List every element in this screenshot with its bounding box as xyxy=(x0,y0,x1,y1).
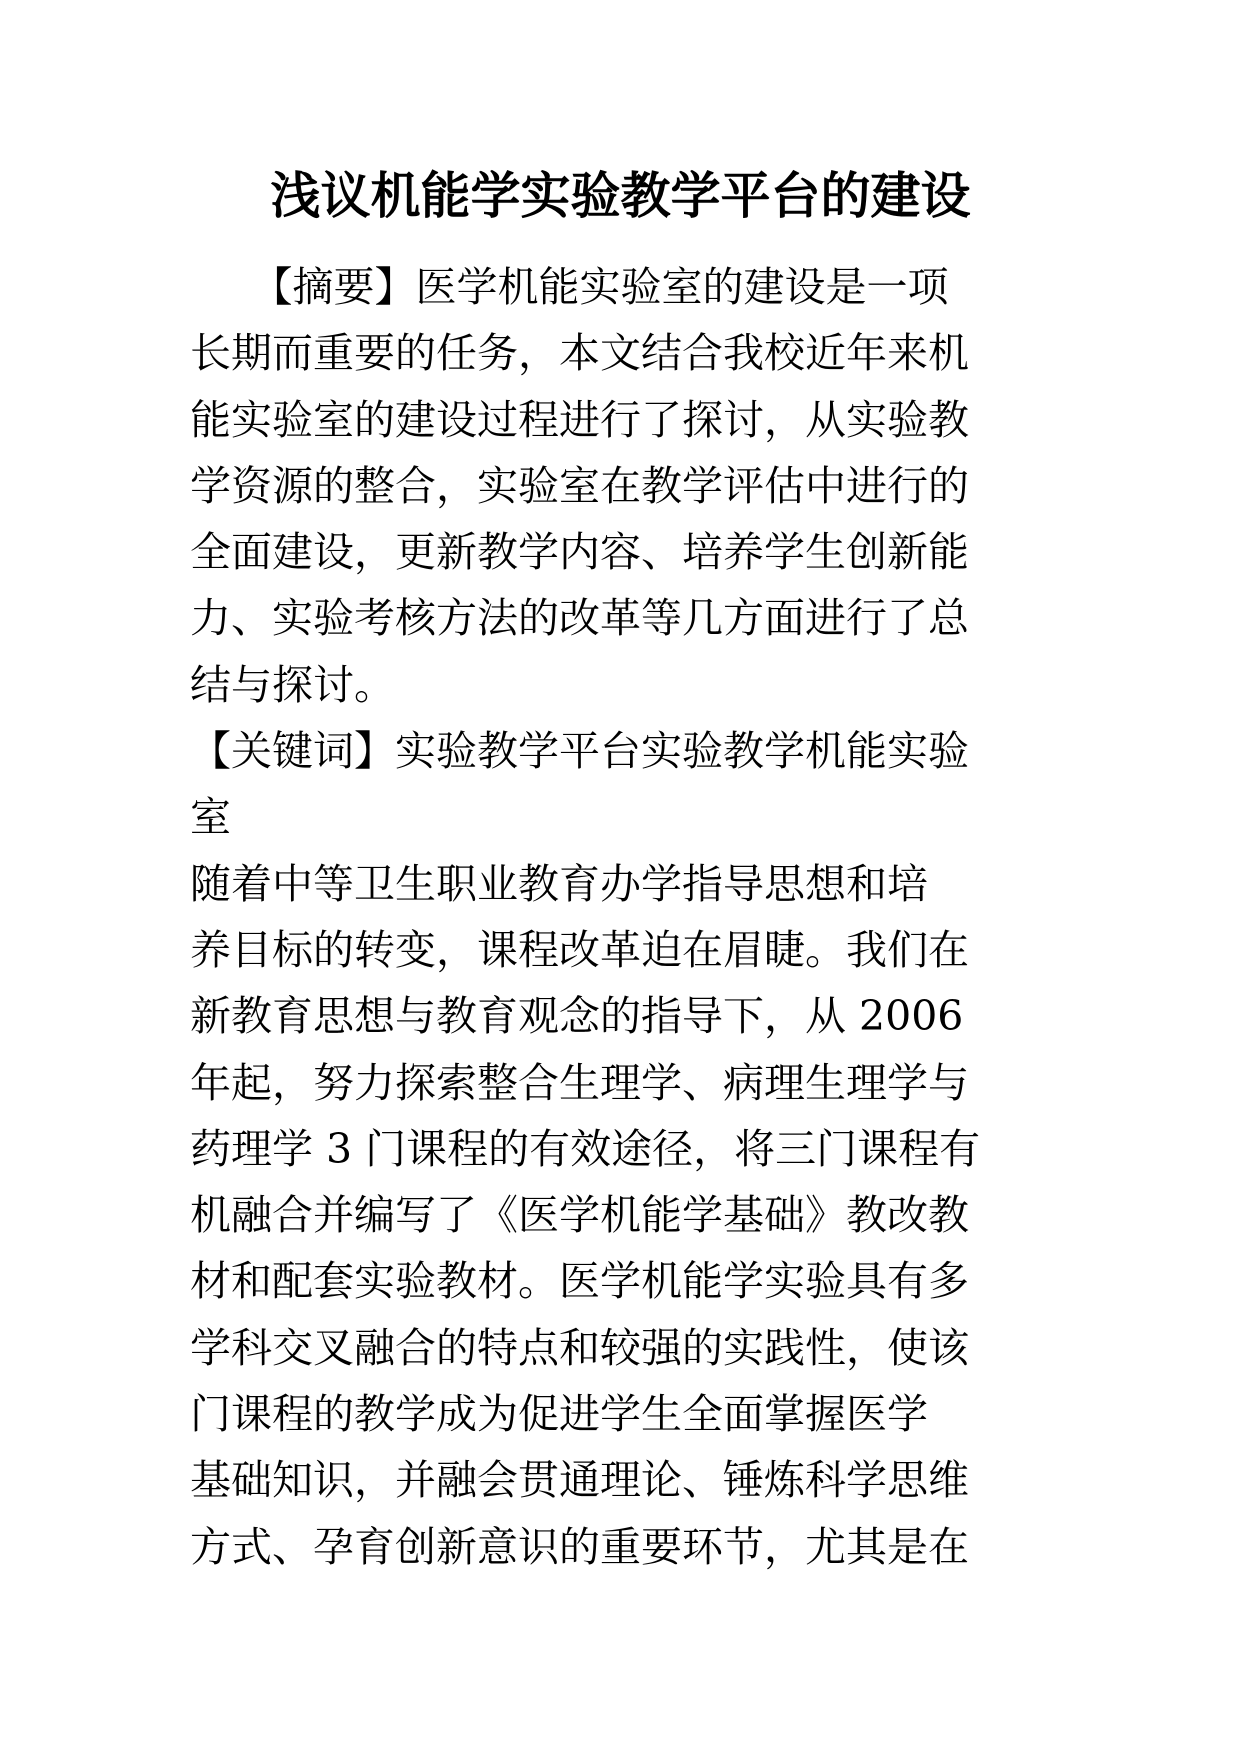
body-line: 年起，努力探索整合生理学、病理生理学与 xyxy=(190,1058,969,1107)
body-line: 机融合并编写了《医学机能学基础》教改教 xyxy=(190,1191,969,1240)
body-line: 方式、孕育创新意识的重要环节，尤其是在 xyxy=(190,1522,969,1571)
body-line: 养目标的转变，课程改革迫在眉睫。我们在 xyxy=(190,925,969,974)
body-line: 能实验室的建设过程进行了探讨，从实验教 xyxy=(190,395,969,444)
keywords-line: 室 xyxy=(190,793,231,842)
body-line: 力、实验考核方法的改革等几方面进行了总 xyxy=(190,594,969,643)
body-line: 结与探讨。 xyxy=(190,660,395,709)
body-line: 药理学 3 门课程的有效途径，将三门课程有 xyxy=(190,1124,981,1173)
body-line: 新教育思想与教育观念的指导下，从 2006 xyxy=(190,992,964,1041)
keywords-line: 【关键词】实验教学平台实验教学机能实验 xyxy=(190,727,969,776)
document-title: 浅议机能学实验教学平台的建设 xyxy=(270,166,971,225)
body-line: 随着中等卫生职业教育办学指导思想和培 xyxy=(190,859,928,908)
body-line: 学科交叉融合的特点和较强的实践性，使该 xyxy=(190,1323,969,1372)
body-line: 门课程的教学成为促进学生全面掌握医学 xyxy=(190,1390,928,1439)
body-line: 【摘要】医学机能实验室的建设是一项 xyxy=(190,263,949,311)
body-line: 全面建设，更新教学内容、培养学生创新能 xyxy=(190,528,969,577)
body-line: 长期而重要的任务，本文结合我校近年来机 xyxy=(190,329,969,378)
body-line: 材和配套实验教材。医学机能学实验具有多 xyxy=(190,1257,969,1306)
body-line: 学资源的整合，实验室在教学评估中进行的 xyxy=(190,461,969,510)
body-line: 基础知识，并融会贯通理论、锤炼科学思维 xyxy=(190,1456,969,1505)
document-body xyxy=(190,254,1050,1580)
